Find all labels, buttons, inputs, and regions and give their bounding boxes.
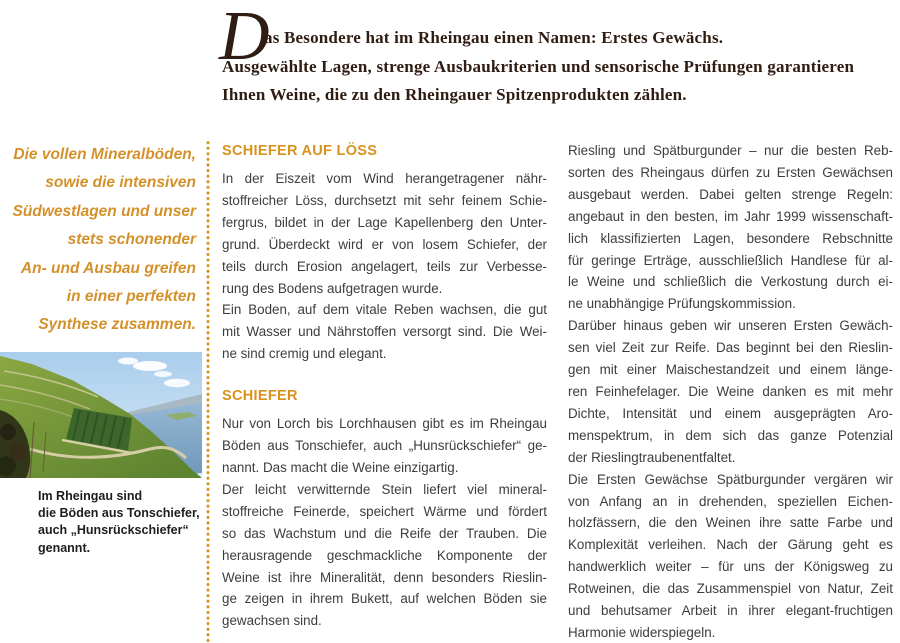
dropcap-letter: D (219, 0, 270, 75)
sidebar-quote (0, 141, 196, 340)
text-line: stoffreicher Löss, durchsetzt mit sehr feinem Schie- (222, 192, 547, 208)
text-line: grund. Überdeckt wird er von losem Schiefer, der (222, 236, 547, 252)
text-line: stets schonender (67, 231, 196, 249)
text-line: herausragende geschmackliche Komponente der (222, 547, 547, 563)
text-line: Weine ist ihre Mineralität, denn besonders Rieslin- (222, 569, 547, 585)
text-line: gewachsen sind. (222, 613, 322, 629)
schiefer-auf-loess-text (222, 168, 547, 365)
page-intro (222, 24, 894, 110)
column-schiefer (222, 140, 547, 632)
text-line: angebaut in den besten, im Jahr 1999 wissenschaft- (568, 208, 893, 224)
text-line: Riesling und Spätburgunder – nur die besten Reb- (568, 143, 893, 158)
text-line: stoffreiche Feinerde, speichert Wärme und fördert (222, 503, 547, 519)
text-line: genannt. (38, 540, 91, 555)
text-line: auch „Hunsrückschiefer“ (38, 523, 189, 538)
text-line: für geringe Erträge, ausschließlich Handlese für al- (568, 252, 893, 268)
text-line: holzfässern, die den Weinen ihre satte Farbe und (568, 515, 893, 531)
text-line: Rotweinen, die das Zusammenspiel von Natur, Zeit (568, 581, 893, 597)
text-line: ge zeigen in ihrem Bukett, auf welchen Böden sie (222, 591, 547, 607)
text-line: von Anfang an in drehenden, speziellen Eichen- (568, 493, 893, 509)
paragraph (222, 168, 547, 299)
text-line: gen mit einer Maischestandzeit und einem länge- (568, 362, 893, 378)
text-line: Ein Boden, auf dem vitale Reben wachsen, die gut (222, 302, 547, 318)
text-line: mit Wasser und Nährstoffen versorgt sind. Die Wei- (222, 324, 547, 340)
paragraph (568, 469, 893, 643)
text-line: In der Eiszeit vom Wind herangetragener nähr- (222, 171, 547, 186)
heading-schiefer: SCHIEFER (222, 388, 298, 405)
paragraph (222, 299, 547, 365)
heading-schiefer-auf-loess: SCHIEFER AUF LÖSS (222, 143, 378, 159)
text-line: so das Wachstum und die Reife der Trauben. Die (222, 525, 547, 541)
text-line: Die vollen Mineralböden, (13, 146, 196, 163)
text-line: nannt. Das macht die Weine einzigartig. (222, 459, 459, 475)
text-line: Komplexität verleihen. Nach der Gärung geht es (568, 537, 893, 553)
text-line: ren Feinhefelager. Die Weine danken es mit mehr (568, 383, 893, 399)
paragraph (568, 140, 893, 315)
column-erstes-gewaechs (568, 140, 893, 643)
text-line: teils durch Erosion angelagert, teils zur Verbesse- (222, 258, 547, 274)
text-line: sen viel Zeit zur Reife. Das beginnt bei den Rieslin- (568, 340, 893, 356)
text-line: fergrus, bildet in der Lage Kapellenberg den Unter- (222, 214, 547, 230)
text-line: Die Ersten Gewächse Spätburgunder vergären wir (568, 471, 893, 487)
photo-caption (38, 488, 208, 557)
intro-headline (222, 24, 894, 110)
paragraph (222, 479, 547, 632)
paragraph (222, 413, 547, 479)
text-line: menspektrum, in dem sich das ganze Potenzial (568, 427, 893, 443)
text-line: Harmonie widerspiegeln. (568, 624, 716, 640)
text-line: lich klassifizierten Lagen, besondere Rebschnitte (568, 230, 893, 246)
text-line: le Weine und schließlich die Verkostung durch ei- (568, 274, 893, 290)
paragraph (568, 315, 893, 468)
text-line: ne unabhängige Prüfungskommission. (568, 296, 796, 312)
text-line: sorten des Rheingaus dürfen zu Ersten Gewächsen (568, 164, 893, 180)
text-line: und behutsamer Arbeit in ihrer elegant-fruchtigen (568, 603, 893, 619)
text-line: ne sind cremig und elegant. (222, 346, 387, 362)
schiefer-text (222, 413, 547, 632)
text-line: die Böden aus Tonschiefer, (38, 506, 200, 521)
text-line: An- und Ausbau greifen (20, 259, 196, 277)
text-line: Nur von Lorch bis Lorchhausen gibt es im Rheingau (222, 416, 547, 432)
text-line: in einer perfekten (66, 288, 196, 306)
text-line: handwerklich weiter – für uns der Königsweg zu (568, 559, 893, 575)
text-line: Südwestlagen und unser (12, 202, 196, 220)
text-line: Ausgewählte Lagen, strenge Ausbaukriterien und sensorische Prüfungen garantieren (222, 56, 855, 76)
text-line: Darüber hinaus geben wir unseren Ersten Gewäch- (568, 318, 893, 334)
text-line: ausgebaut werden. Dabei gelten strenge Regeln: (568, 186, 893, 202)
text-line: Dichte, Intensität und einem ausgeprägten Aro- (568, 405, 893, 421)
text-line: sowie die intensiven (45, 174, 196, 192)
vineyard-photo (0, 352, 202, 478)
text-line: Im Rheingau sind (38, 489, 143, 503)
text-line: Der leicht verwitternde Stein liefert viel mineral- (222, 481, 547, 497)
text-line: Böden aus Tonschiefer, auch „Hunsrückschiefer“ ge- (222, 438, 547, 454)
text-line: as Besondere hat im Rheingau einen Namen: Erstes Gewächs. (264, 28, 724, 47)
text-line: Synthese zusammen. (38, 316, 196, 334)
dotted-divider-icon (206, 140, 210, 643)
text-line: der Rieslingtraubenentfaltet. (568, 449, 736, 465)
vineyard-photo-art (0, 352, 202, 478)
text-line: Ihnen Weine, die zu den Rheingauer Spitzenprodukten zählen. (222, 85, 687, 104)
text-line: rung des Bodens aufgetragen wurde. (222, 280, 443, 296)
